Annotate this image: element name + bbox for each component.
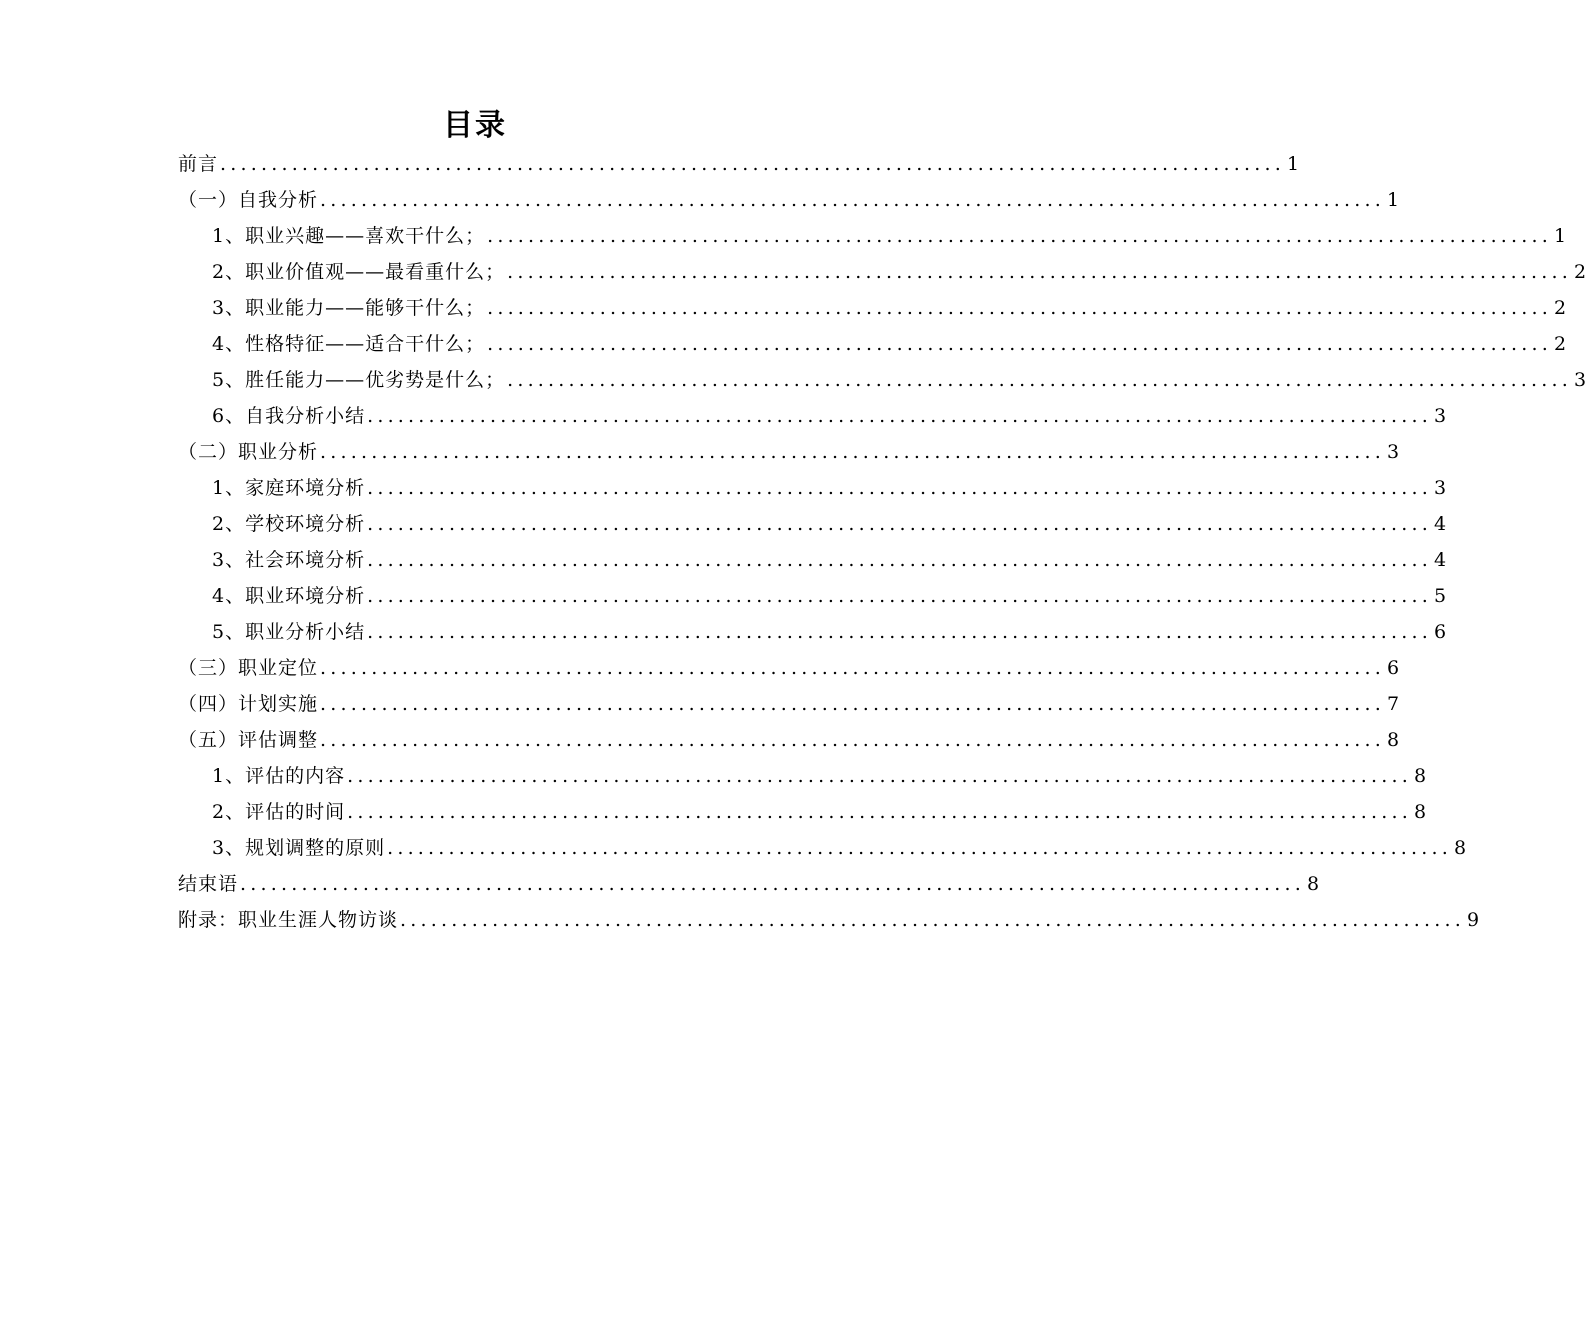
toc-entry-label: 5、职业分析小结 xyxy=(212,621,366,643)
toc-entry-label: 2、评估的时间 xyxy=(212,801,346,823)
toc-page-number: 4 xyxy=(1434,513,1447,535)
toc-dot-leader: ........................................................................................................ xyxy=(367,513,1433,535)
toc-dot-leader: ........................................................................................................ xyxy=(320,729,1385,751)
toc-page-number: 8 xyxy=(1454,837,1467,859)
toc-page-number: 2 xyxy=(1554,297,1567,319)
toc-dot-leader: ........................................................................................................ xyxy=(240,873,1305,895)
toc-entry[interactable] xyxy=(0,830,1467,866)
toc-page-number: 5 xyxy=(1434,585,1447,607)
toc-page-number: 3 xyxy=(1434,405,1447,427)
toc-entry[interactable] xyxy=(0,434,1400,470)
toc-entry-label: （四）计划实施 xyxy=(178,693,319,715)
toc-entry-label: （三）职业定位 xyxy=(178,657,319,679)
toc-entry[interactable] xyxy=(0,506,1447,542)
toc-page-number: 6 xyxy=(1386,657,1400,679)
toc-entry-label: 结束语 xyxy=(178,873,239,895)
toc-entry-label: 2、学校环境分析 xyxy=(212,513,366,535)
toc-entry[interactable] xyxy=(0,578,1447,614)
toc-entry-label: （二）职业分析 xyxy=(178,441,319,463)
toc-entry[interactable] xyxy=(0,146,1300,182)
toc-entry-label: （五）评估调整 xyxy=(178,729,319,751)
toc-page-number: 6 xyxy=(1434,621,1447,643)
toc-entry-label: 1、评估的内容 xyxy=(212,765,346,787)
toc-entry-label: （一）自我分析 xyxy=(178,189,319,211)
toc-dot-leader: ........................................................................................................ xyxy=(487,225,1553,247)
toc-entry[interactable] xyxy=(0,614,1447,650)
toc-page-number: 7 xyxy=(1386,693,1400,715)
toc-entry-label: 4、性格特征——适合干什么； xyxy=(212,333,486,355)
toc-entry[interactable] xyxy=(0,218,1567,254)
toc-entry-label: 3、社会环境分析 xyxy=(212,549,366,571)
toc-page-number: 1 xyxy=(1286,153,1300,175)
toc-dot-leader: ........................................................................................................ xyxy=(507,369,1573,391)
toc-dot-leader: ........................................................................................................ xyxy=(487,297,1553,319)
toc-entry-label: 6、自我分析小结 xyxy=(212,405,366,427)
toc-dot-leader: ........................................................................................................ xyxy=(367,549,1433,571)
toc-entry-label: 2、职业价值观——最看重什么； xyxy=(212,261,506,283)
toc-page-number: 8 xyxy=(1386,729,1400,751)
toc-dot-leader: ........................................................................................................ xyxy=(387,837,1453,859)
toc-entry[interactable] xyxy=(0,650,1400,686)
toc-entry[interactable] xyxy=(0,362,1587,398)
toc-page-number: 8 xyxy=(1306,873,1320,895)
toc-entry[interactable] xyxy=(0,758,1427,794)
toc-dot-leader: ........................................................................................................ xyxy=(400,909,1465,931)
toc-entry[interactable] xyxy=(0,722,1400,758)
toc-page-number: 3 xyxy=(1574,369,1587,391)
toc-entry-label: 前言 xyxy=(178,153,219,175)
toc-entry[interactable] xyxy=(0,254,1587,290)
toc-page-number: 3 xyxy=(1386,441,1400,463)
toc-dot-leader: ........................................................................................................ xyxy=(220,153,1285,175)
toc-page-number: 2 xyxy=(1554,333,1567,355)
toc-entry[interactable] xyxy=(0,542,1447,578)
toc-entry[interactable] xyxy=(0,182,1400,218)
toc-entry-label: 3、职业能力——能够干什么； xyxy=(212,297,486,319)
toc-entry[interactable] xyxy=(0,398,1447,434)
toc-page-number: 3 xyxy=(1434,477,1447,499)
toc-dot-leader: ........................................................................................................ xyxy=(367,405,1433,427)
toc-entry[interactable] xyxy=(0,686,1400,722)
toc-dot-leader: ........................................................................................................ xyxy=(367,585,1433,607)
toc-dot-leader: ........................................................................................................ xyxy=(347,765,1413,787)
toc-dot-leader: ........................................................................................................ xyxy=(320,189,1385,211)
toc-dot-leader: ........................................................................................................ xyxy=(347,801,1413,823)
toc-entry[interactable] xyxy=(0,902,1480,938)
toc-page-number: 9 xyxy=(1466,909,1480,931)
toc-entry-label: 1、职业兴趣——喜欢干什么； xyxy=(212,225,486,247)
toc-entry-label: 4、职业环境分析 xyxy=(212,585,366,607)
toc-page-number: 1 xyxy=(1554,225,1567,247)
toc-entry[interactable] xyxy=(0,794,1427,830)
toc-dot-leader: ........................................................................................................ xyxy=(367,621,1433,643)
toc-dot-leader: ........................................................................................................ xyxy=(367,477,1433,499)
toc-dot-leader: ........................................................................................................ xyxy=(320,693,1385,715)
toc-list xyxy=(0,146,1587,938)
toc-page-number: 8 xyxy=(1414,801,1427,823)
toc-page-number: 1 xyxy=(1386,189,1400,211)
toc-page-number: 8 xyxy=(1414,765,1427,787)
toc-dot-leader: ........................................................................................................ xyxy=(507,261,1573,283)
toc-title: 目录 xyxy=(443,108,507,143)
toc-dot-leader: ........................................................................................................ xyxy=(320,441,1385,463)
toc-dot-leader: ........................................................................................................ xyxy=(487,333,1553,355)
toc-page-number: 2 xyxy=(1574,261,1587,283)
toc-dot-leader: ........................................................................................................ xyxy=(320,657,1385,679)
toc-entry-label: 附录：职业生涯人物访谈 xyxy=(178,909,399,931)
toc-page-number: 4 xyxy=(1434,549,1447,571)
toc-entry-label: 1、家庭环境分析 xyxy=(212,477,366,499)
toc-entry[interactable] xyxy=(0,470,1447,506)
toc-entry[interactable] xyxy=(0,290,1567,326)
toc-entry-label: 5、胜任能力——优劣势是什么； xyxy=(212,369,506,391)
toc-entry-label: 3、规划调整的原则 xyxy=(212,837,386,859)
toc-entry[interactable] xyxy=(0,326,1567,362)
toc-entry[interactable] xyxy=(0,866,1320,902)
